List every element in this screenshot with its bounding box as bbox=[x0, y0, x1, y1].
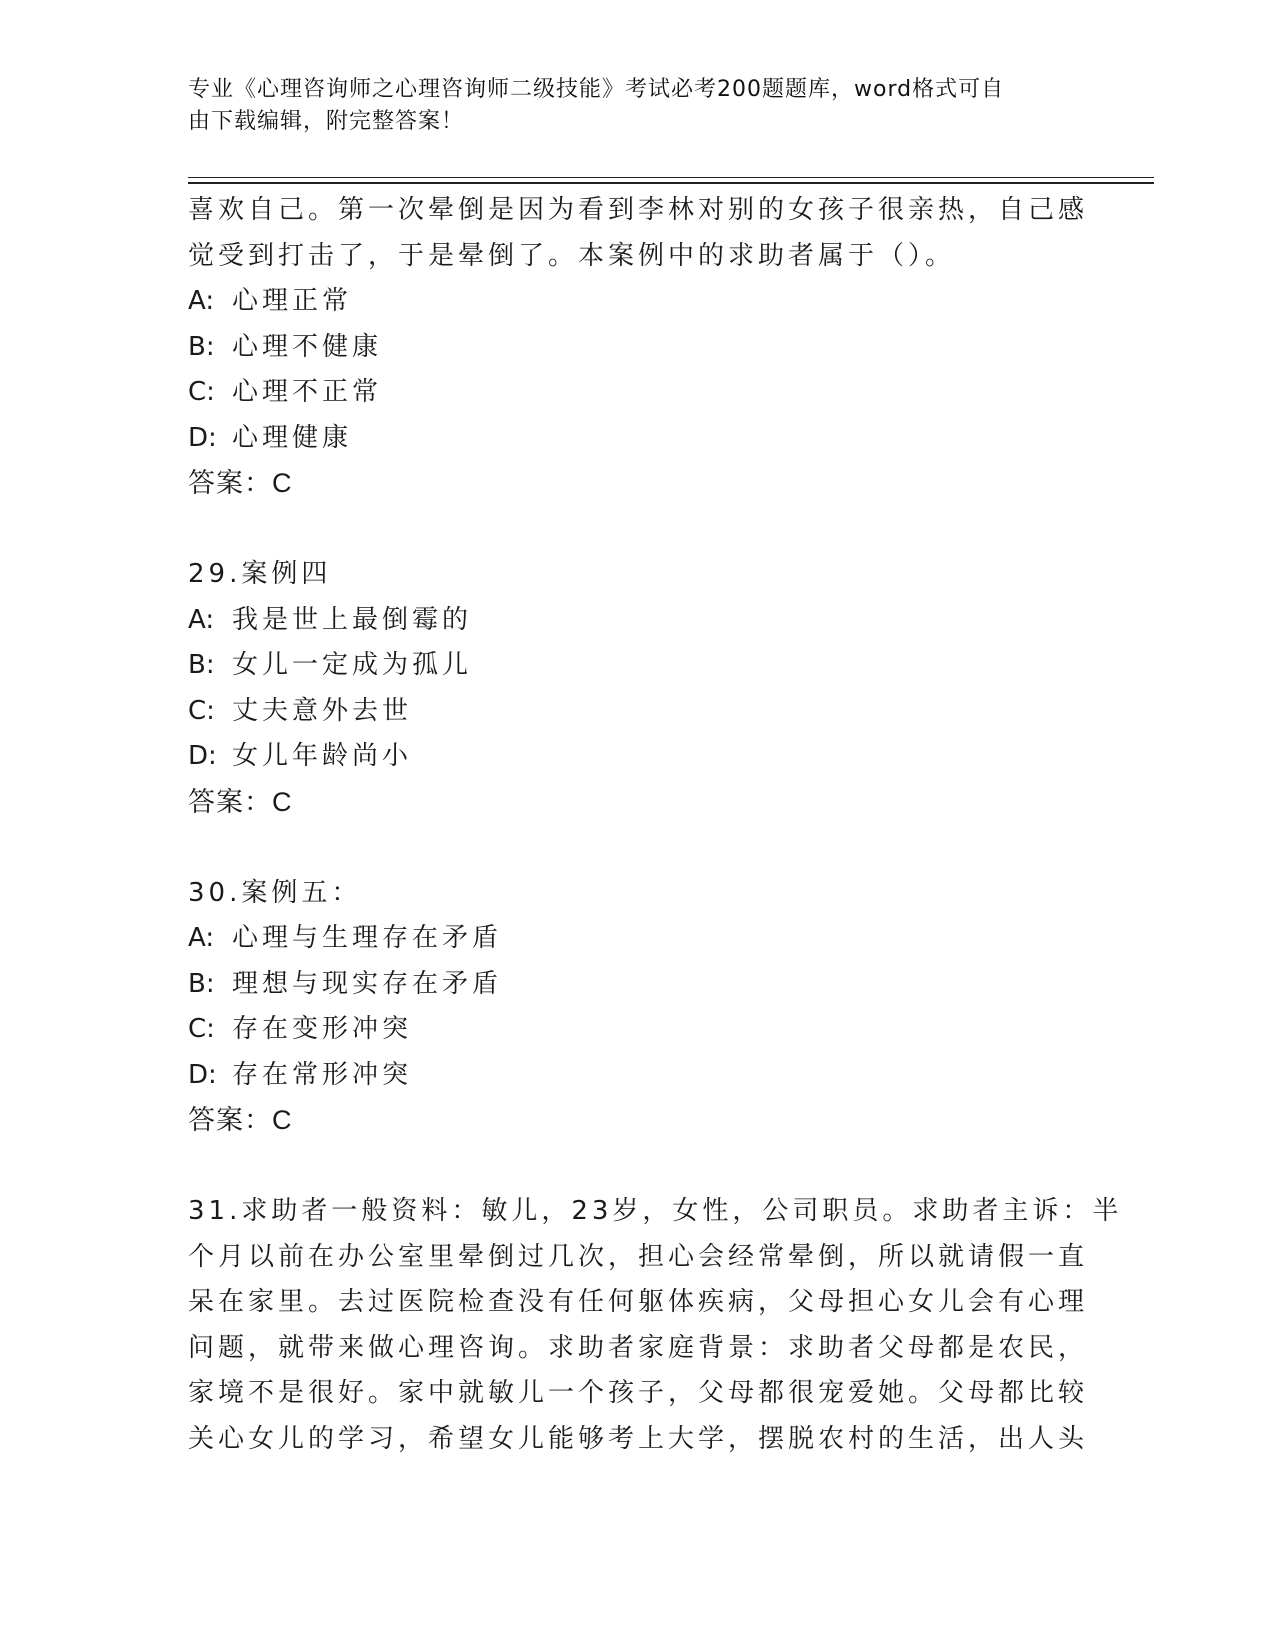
option-key: A: bbox=[188, 286, 215, 316]
document-header bbox=[188, 74, 1088, 138]
option-text: 丈夫意外去世 bbox=[232, 695, 413, 726]
option-text: 心理健康 bbox=[232, 422, 353, 453]
option-b bbox=[188, 962, 1108, 1008]
option-key: D: bbox=[188, 1059, 217, 1090]
spacer bbox=[188, 1144, 1108, 1190]
header-line-2: 由下载编辑，附完整答案！ bbox=[188, 109, 465, 134]
option-key: A: bbox=[188, 923, 215, 953]
option-key: C: bbox=[188, 695, 215, 726]
answer-line: 答案：C bbox=[188, 468, 293, 498]
header-divider-thin bbox=[188, 177, 1154, 178]
spacer bbox=[188, 825, 1108, 871]
question-text-line: 呆在家里。去过医院检查没有任何躯体疾病，父母担心女儿会有心理 bbox=[188, 1287, 1089, 1317]
option-key: D: bbox=[188, 741, 217, 771]
question-30 bbox=[188, 871, 1108, 1144]
question-text-line: 觉受到打击了，于是晕倒了。本案例中的求助者属于（）。 bbox=[188, 240, 956, 271]
option-text: 存在常形冲突 bbox=[232, 1059, 413, 1090]
option-key: B: bbox=[188, 650, 215, 680]
option-a bbox=[188, 598, 1108, 644]
question-31 bbox=[188, 1189, 1123, 1462]
option-text: 存在变形冲突 bbox=[232, 1014, 413, 1044]
option-text: 心理不健康 bbox=[232, 331, 383, 362]
option-key: D: bbox=[188, 422, 217, 453]
answer-line: 答案：C bbox=[188, 1105, 293, 1135]
option-d bbox=[188, 416, 1108, 462]
option-c bbox=[188, 1007, 1108, 1053]
option-text: 女儿一定成为孤儿 bbox=[232, 650, 473, 680]
option-text: 心理与生理存在矛盾 bbox=[232, 923, 503, 953]
option-text: 女儿年龄尚小 bbox=[232, 741, 413, 771]
question-text-line: 问题，就带来做心理咨询。求助者家庭背景：求助者父母都是农民， bbox=[188, 1332, 1089, 1363]
option-text: 我是世上最倒霉的 bbox=[232, 604, 473, 635]
question-title: 30.案例五： bbox=[188, 877, 362, 908]
question-title: 29.案例四 bbox=[188, 559, 332, 589]
option-key: B: bbox=[188, 331, 215, 362]
option-c bbox=[188, 689, 1108, 735]
document-body bbox=[188, 188, 1123, 1462]
option-key: B: bbox=[188, 968, 215, 999]
header-divider-thick bbox=[188, 182, 1154, 184]
question-28-continuation bbox=[188, 188, 1108, 507]
option-a bbox=[188, 916, 1108, 962]
question-text-line: 31.求助者一般资料：敏儿，23岁，女性，公司职员。求助者主诉：半 bbox=[188, 1196, 1123, 1226]
question-text-line: 家境不是很好。家中就敏儿一个孩子，父母都很宠爱她。父母都比较 bbox=[188, 1378, 1089, 1408]
option-b bbox=[188, 325, 1108, 371]
option-c bbox=[188, 370, 1108, 416]
option-text: 理想与现实存在矛盾 bbox=[232, 968, 503, 999]
option-d bbox=[188, 1053, 1108, 1099]
question-text-line: 喜欢自己。第一次晕倒是因为看到李林对别的女孩子很亲热，自己感 bbox=[188, 195, 1089, 225]
question-text-line: 关心女儿的学习，希望女儿能够考上大学，摆脱农村的生活，出人头 bbox=[188, 1423, 1089, 1454]
answer-line: 答案：C bbox=[188, 786, 293, 817]
header-line-1: 专业《心理咨询师之心理咨询师二级技能》考试必考200题题库，word格式可自 bbox=[188, 77, 1005, 102]
option-key: C: bbox=[188, 377, 215, 407]
option-key: A: bbox=[188, 604, 215, 635]
option-key: C: bbox=[188, 1014, 215, 1044]
option-d bbox=[188, 734, 1108, 780]
question-29 bbox=[188, 552, 1108, 825]
spacer bbox=[188, 507, 1108, 553]
question-text-line: 个月以前在办公室里晕倒过几次，担心会经常晕倒，所以就请假一直 bbox=[188, 1241, 1089, 1272]
option-a bbox=[188, 279, 1108, 325]
option-b bbox=[188, 643, 1108, 689]
option-text: 心理不正常 bbox=[232, 377, 383, 407]
option-text: 心理正常 bbox=[232, 286, 353, 316]
